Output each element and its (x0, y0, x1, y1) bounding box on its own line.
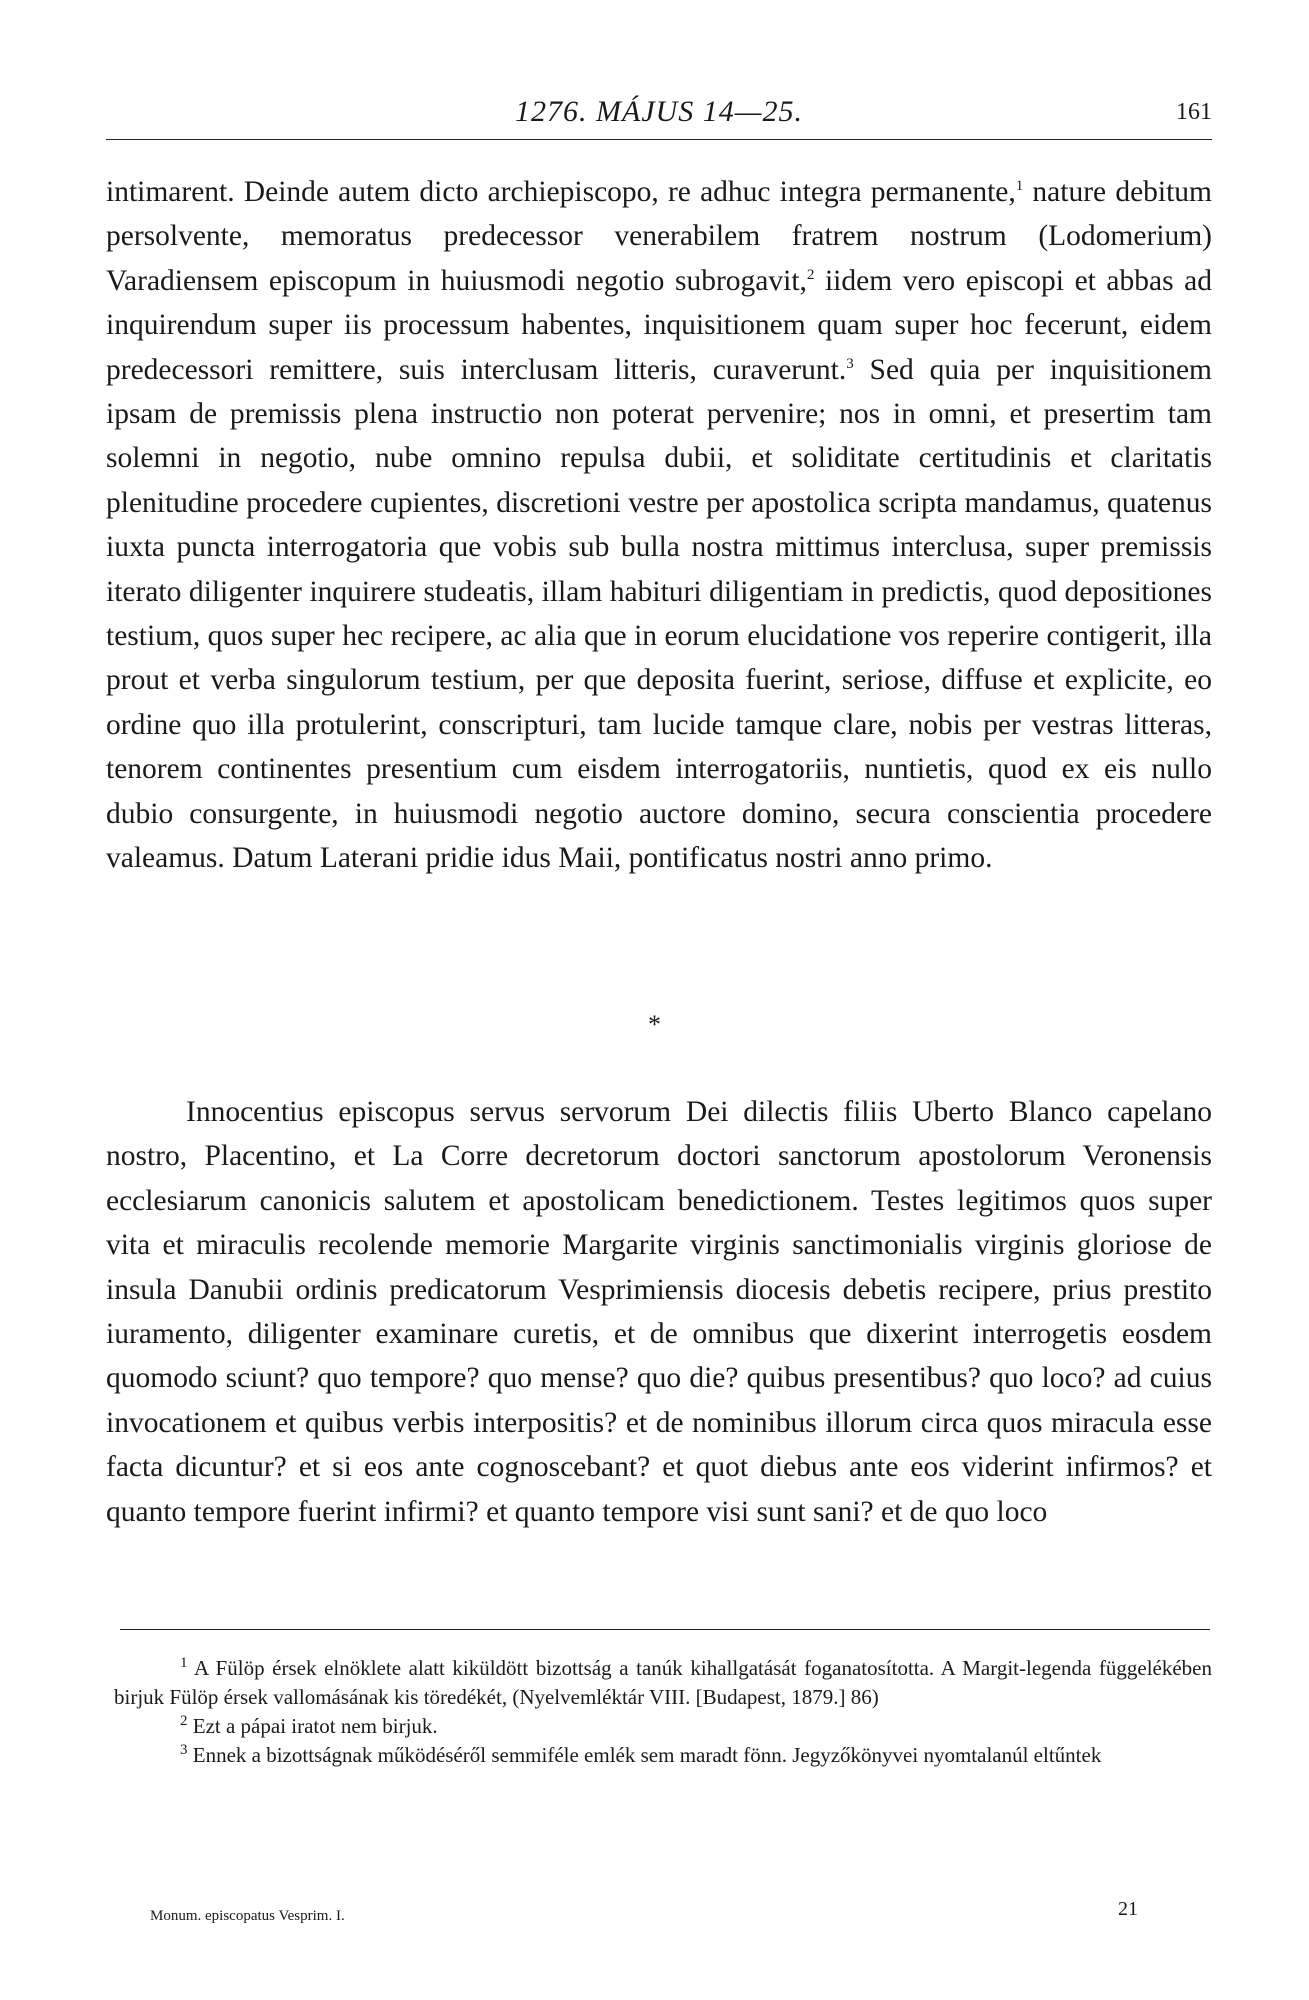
footnote-mark: 2 (180, 1713, 188, 1729)
second-document-paragraph: Innocentius episcopus servus servorum Dei dilectis filiis Uberto Blanco capelano nostro, Placentino, et La Corre decretorum doctori sanctorum apostolorum Veronensis ecclesiarum canonicis salutem et apostolicam benedictionem. Testes legitimos quos super vita et miraculis recolende memorie Margarite virginis sanctimonialis virginis gloriose de insula Danubii ordinis predicatorum Vesprimiensis diocesis debetis recipere, prius prestito iuramento, diligenter examinare curetis, et de omnibus que dixerint interrogetis eosdem quomodo sciunt? quo tempore? quo mense? quo die? quibus presentibus? quo loco? ad cuius invocationem et quibus verbis interpositis? et de nominibus illorum circa quos miracula esse facta dicuntur? et si eos ante cognoscebant? et quot diebus ante eos viderint infirmos? et quanto tempore fuerint infirmi? et quanto tempore visi sunt sani? et de quo loco (106, 1096, 1212, 1528)
text-segment: nature debitum persolvente, memoratus predecessor venerabilem fratrem nostrum (Lodomerium) Varadiensem episcopum in huiusmodi negotio subrogavit, (106, 176, 1213, 297)
section-separator: * (648, 1010, 661, 1039)
footnote-text: Ezt a pápai iratot nem birjuk. (192, 1714, 438, 1738)
footnote-mark: 3 (180, 1742, 188, 1758)
footnote-text: A Fülöp érsek elnöklete alatt kiküldött bizottság a tanúk kihallgatását foganatosította. A Margit-legenda függelékében birjuk Fülöp érsek vallomásának kis töredékét, (Nyelvemléktár VIII. [Budapest, 1879.] 86) (114, 1656, 1213, 1709)
continuation-text (106, 170, 1212, 881)
footnotes (114, 1654, 1212, 1770)
page-number: 161 (1176, 99, 1212, 125)
text-segment: Sed quia per inquisitionem ipsam de premissis plena instructio non poterat pervenire; nos in omni, et presertim tam solemni in negotio, nube omnino repulsa dubii, et soliditate certitudinis et claritatis plenitudine procedere cupientes, discretioni vestre per apostolica scripta mandamus, quatenus iuxta puncta interrogatoria que vobis sub bulla nostra mittimus interclusa, super premissis iterato diligenter inquirere studeatis, illam habituri diligentiam in predictis, quod depositiones testium, quos super hec recipere, ac alia que in eorum elucidatione vos reperire contigerit, illa prout et verba singulorum testium, per que deposita fuerint, seriose, diffuse et explicite, eo ordine quo illa protulerint, conscripturi, tam lucide tamque clare, nobis per vestras litteras, tenorem continentes presentium cum eisdem interrogatoriis, nuntietis, quod ex eis nullo dubio consurgente, in huiusmodi negotio auctore domino, secura conscientia procedere valeamus. Datum Laterani pridie idus Maii, pontificatus nostri anno primo. (106, 353, 1212, 875)
footnote-ref-1: 1 (1015, 178, 1024, 195)
footnote-1 (114, 1654, 1212, 1712)
footnote-ref-3: 3 (846, 355, 854, 372)
text-segment: iidem vero episcopi et abbas ad inquirendum super iis processum habentes, inquisitionem quam super hoc fecerunt, eidem predecessori remittere, suis interclusam litteris, curaverunt. (106, 264, 1212, 386)
text-segment: intimarent. Deinde autem dicto archiepiscopo, re adhuc integra permanente, (106, 176, 1016, 208)
footnote-mark: 1 (180, 1655, 188, 1671)
signature-line: Monum. episcopatus Vesprim. I. (150, 1908, 345, 1924)
footnote-ref-2: 2 (806, 266, 815, 283)
continuation-paragraph (106, 170, 1212, 881)
footnote-2 (114, 1712, 1212, 1741)
header-title: 1276. MÁJUS 14—25. (515, 95, 803, 128)
footnote-3 (114, 1741, 1212, 1770)
footnote-text: Ennek a bizottságnak működéséről semmiféle emlék sem maradt fönn. Jegyzőkönyvei nyomtalanúl eltűntek (192, 1743, 1102, 1767)
footnote-rule (120, 1629, 1210, 1630)
signature-number: 21 (1118, 1898, 1138, 1920)
second-document (106, 1090, 1212, 1534)
running-header (106, 95, 1212, 140)
